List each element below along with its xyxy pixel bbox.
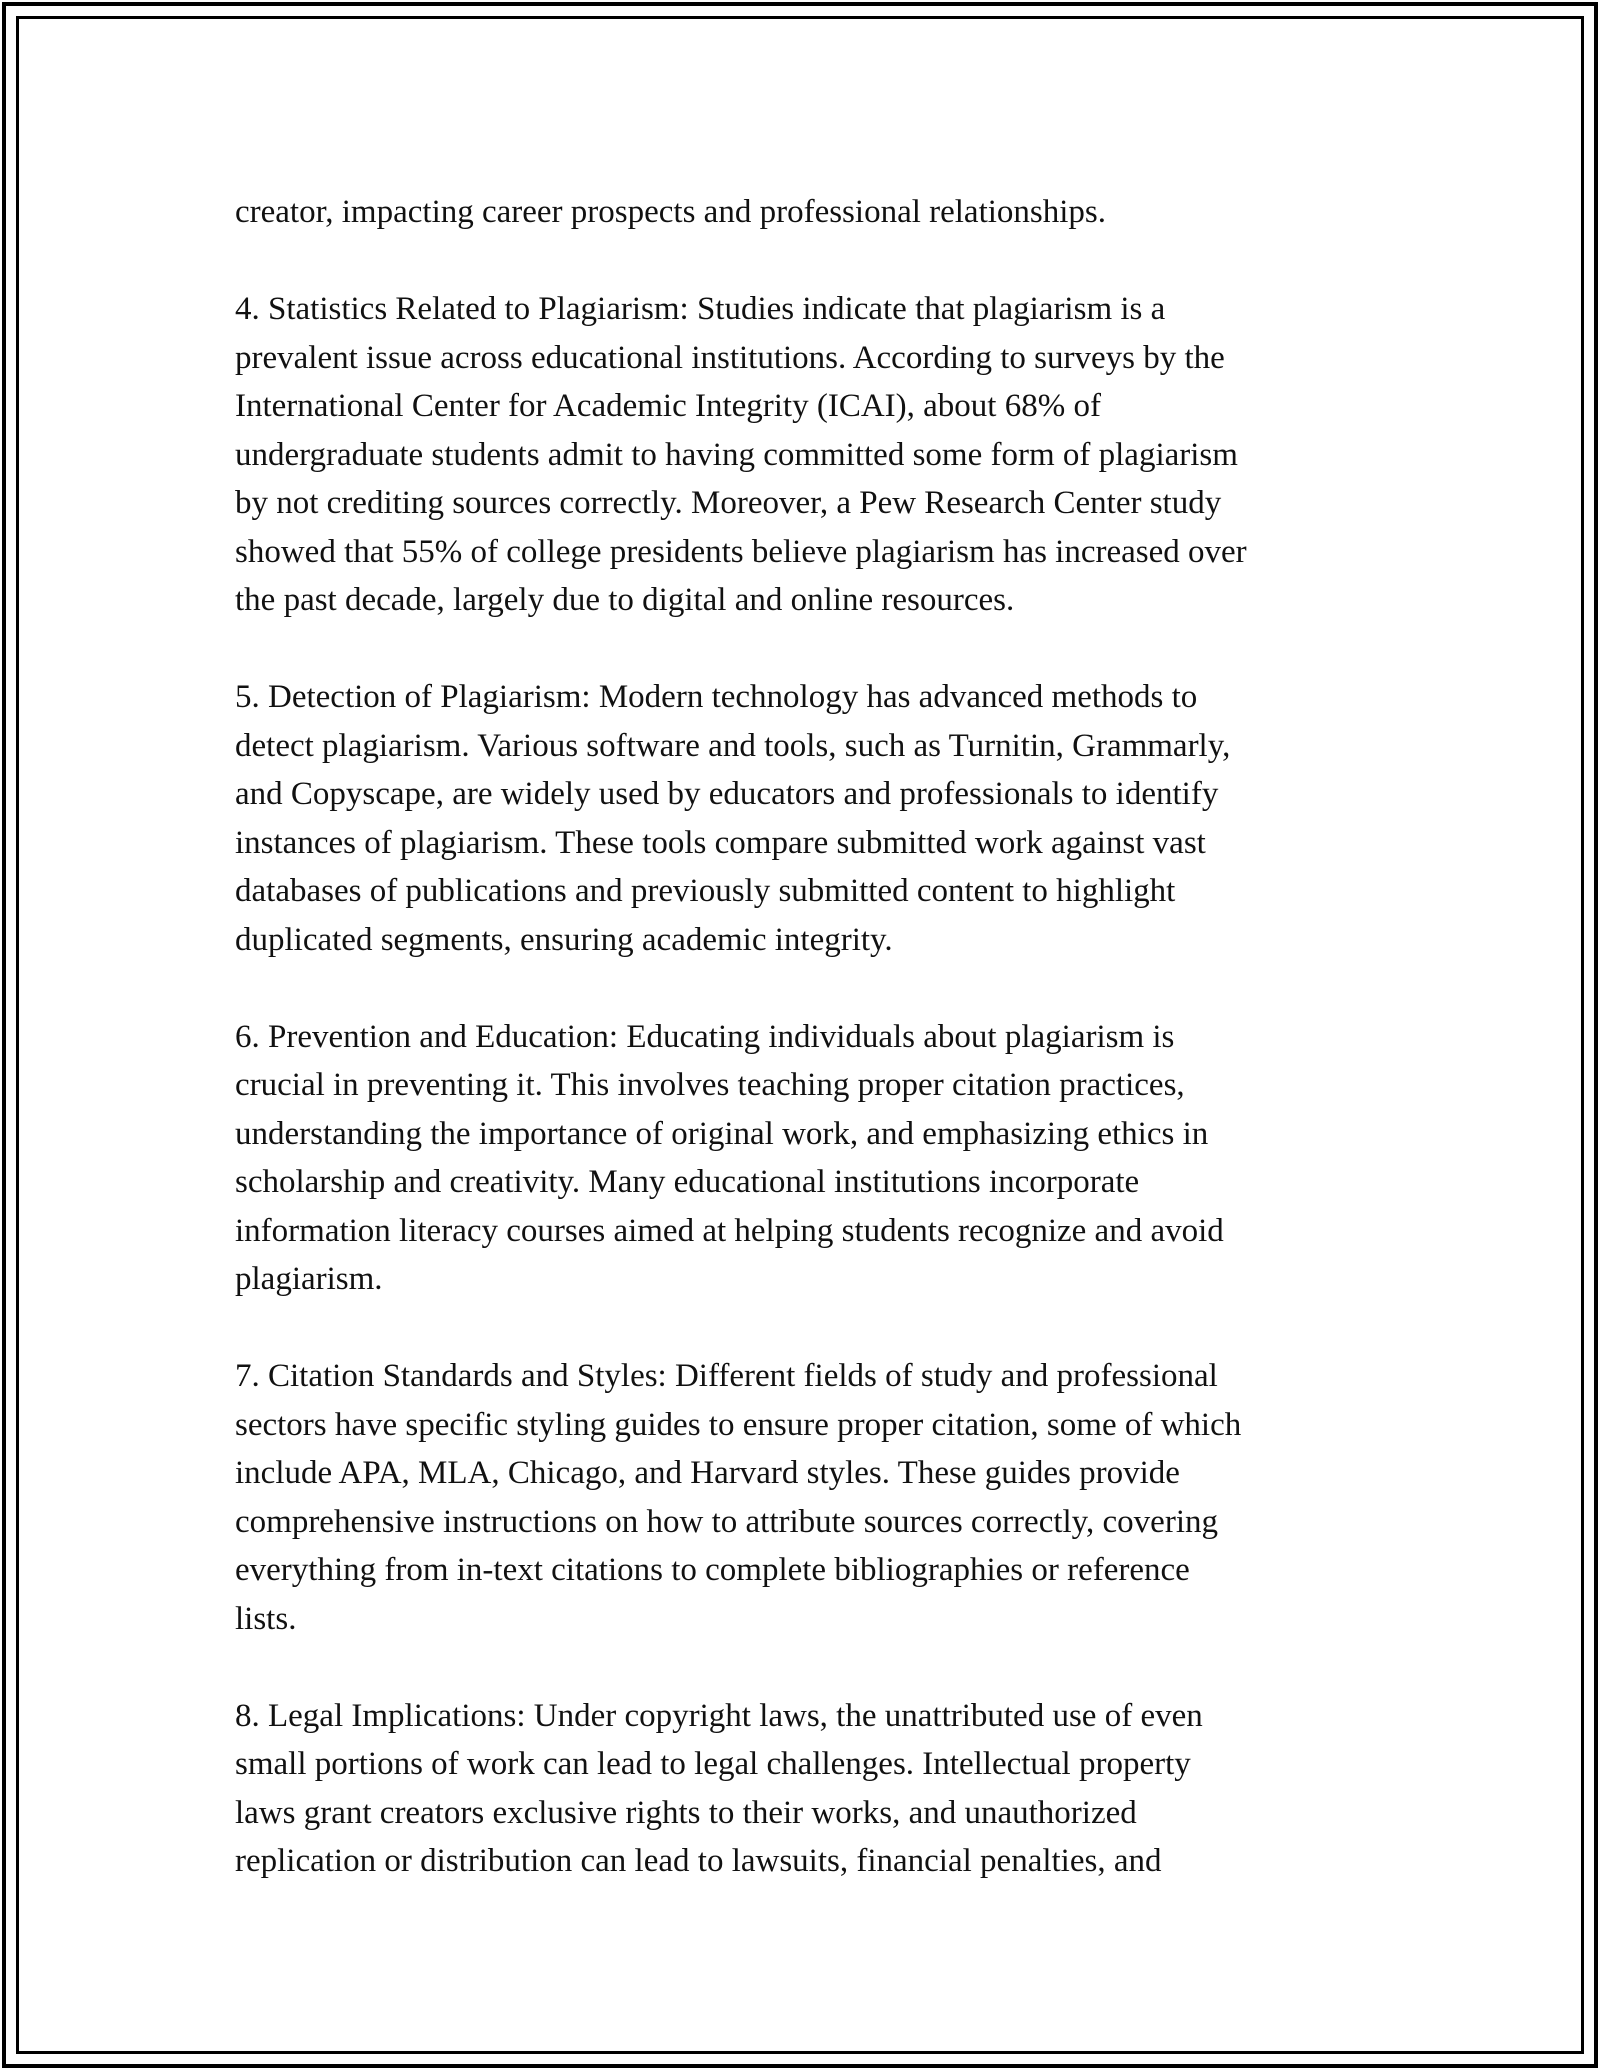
paragraph-citation-standards: 7. Citation Standards and Styles: Different fields of study and professional sectors have specific styling guides to ensure proper citation, some of which include APA, MLA, Chicago, and Harvard styles. These guides provide comprehensive instructions on how to attribute sources correctly, covering everything from in-text citations to complete bibliographies or reference lists. xyxy=(235,1358,1242,1637)
paragraph-statistics: 4. Statistics Related to Plagiarism: Studies indicate that plagiarism is a prevalent issue across educational institutions. According to surveys by the International Center for Academic Integrity (ICAI), about 68% of undergraduate students admit to having committed some form of plagiarism by not crediting sources correctly. Moreover, a Pew Research Center study showed that 55% of college presidents believe plagiarism has increased over the past decade, largely due to digital and online resources. xyxy=(235,291,1247,618)
paragraph-continuation: creator, impacting career prospects and professional relationships. xyxy=(235,194,1107,230)
paragraph-legal-implications: 8. Legal Implications: Under copyright laws, the unattributed use of even small portions of work can lead to legal challenges. Intellectual property laws grant creators exclusive rights to their works, and unauthorized replication or distribution can lead to lawsuits, financial penalties, and xyxy=(235,1697,1203,1879)
document-body xyxy=(235,188,1365,1934)
paragraph-detection: 5. Detection of Plagiarism: Modern technology has advanced methods to detect plagiarism. Various software and tools, such as Turnitin, Grammarly, and Copyscape, are widely used by educators and professionals to identify instances of plagiarism. These tools compare submitted work against vast databases of publications and previously submitted content to highlight duplicated segments, ensuring academic integrity. xyxy=(235,679,1231,958)
paragraph-prevention: 6. Prevention and Education: Educating individuals about plagiarism is crucial in preventing it. This involves teaching proper citation practices, understanding the importance of original work, and emphasizing ethics in scholarship and creativity. Many educational institutions incorporate information literacy courses aimed at helping students recognize and avoid plagiarism. xyxy=(235,1018,1224,1297)
